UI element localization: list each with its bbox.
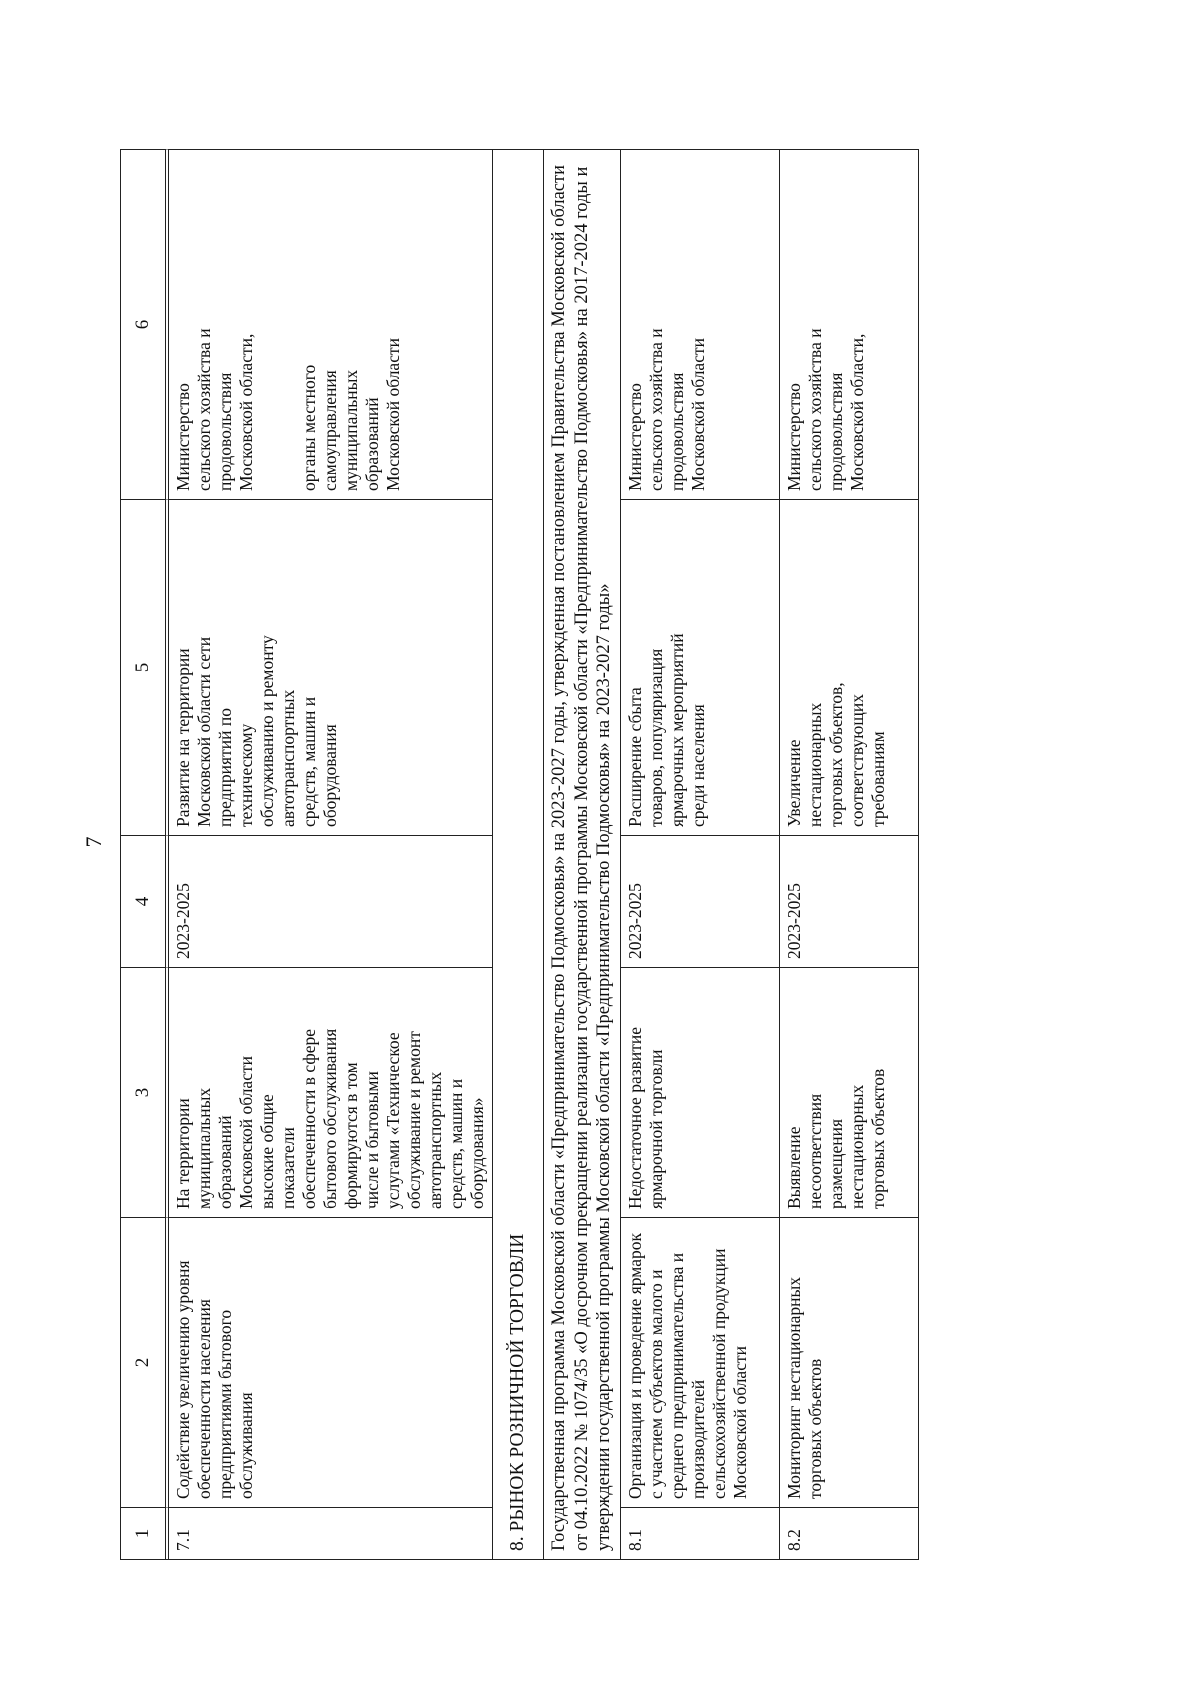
responsible-cell: Министерство сельского хозяйства и продовольствия Московской области — [621, 149, 780, 499]
row-number: 7.1 — [169, 1507, 493, 1559]
section-title-row — [493, 149, 544, 1559]
header-col-5: 5 — [121, 499, 169, 835]
problem-cell: Недостаточное развитие ярмарочной торговли — [621, 967, 780, 1217]
table-row — [621, 149, 780, 1559]
measure-cell: Содействие увеличению уровня обеспеченности населения предприятиями бытового обслуживания — [169, 1217, 493, 1507]
result-cell: Развитие на территории Московской области сети предприятий по техническому обслуживанию и ремонту автотранспортных средств, машин и оборудования — [169, 499, 493, 835]
header-row — [121, 149, 169, 1559]
measure-cell: Мониторинг нестационарных торговых объектов — [780, 1217, 919, 1507]
period-cell: 2023-2025 — [621, 835, 780, 967]
rotated-table-container — [120, 150, 1055, 1560]
period-cell: 2023-2025 — [169, 835, 493, 967]
page-number: 7 — [81, 836, 106, 848]
program-description: Государственная программа Московской области «Предпринимательство Подмосковья» на 2023-2027 годы, утвержденная постановлением Правительства Московской области от 04.10.2022 № 1074/35 «О досрочном прекращении реализации государственной программы Московской области «Предпринимательство Подмосковья» на 2017-2024 годы и утверждении государственной программы Московской области «Предпринимательство Подмосковья» на 2023-2027 годы» — [544, 149, 621, 1559]
measure-cell: Организация и проведение ярмарок с участием субъектов малого и среднего предпринимательства и производителей сельскохозяйственной продукции Московской области — [621, 1217, 780, 1507]
header-col-3: 3 — [121, 967, 169, 1217]
header-col-1: 1 — [121, 1507, 169, 1559]
result-cell: Увеличение нестационарных торговых объектов, соответствующих требованиям — [780, 499, 919, 835]
header-col-4: 4 — [121, 835, 169, 967]
responsible-cell: Министерство сельского хозяйства и продовольствия Московской области, — [780, 149, 919, 499]
section-title: 8. РЫНОК РОЗНИЧНОЙ ТОРГОВЛИ — [493, 149, 544, 1559]
table-row — [169, 149, 493, 1559]
row-number: 8.1 — [621, 1507, 780, 1559]
row-number: 8.2 — [780, 1507, 919, 1559]
result-cell: Расширение сбыта товаров, популяризация ярмарочных мероприятий среди населения — [621, 499, 780, 835]
problem-cell: На территории муниципальных образований Московской области высокие общие показатели обеспеченности в сфере бытового обслуживания формируются в том числе и бытовыми услугами «Техническое обслуживание и ремонт автотранспортных средств, машин и оборудования» — [169, 967, 493, 1217]
measures-table — [120, 149, 919, 1560]
problem-cell: Выявление несоответствия размещения нестационарных торговых объектов — [780, 967, 919, 1217]
header-col-6: 6 — [121, 149, 169, 499]
period-cell: 2023-2025 — [780, 835, 919, 967]
responsible-cell: Министерство сельского хозяйства и продовольствия Московской области, органы местного самоуправления муниципальных образований Московской области — [169, 149, 493, 499]
header-col-2: 2 — [121, 1217, 169, 1507]
program-row — [544, 149, 621, 1559]
table-row — [780, 149, 919, 1559]
